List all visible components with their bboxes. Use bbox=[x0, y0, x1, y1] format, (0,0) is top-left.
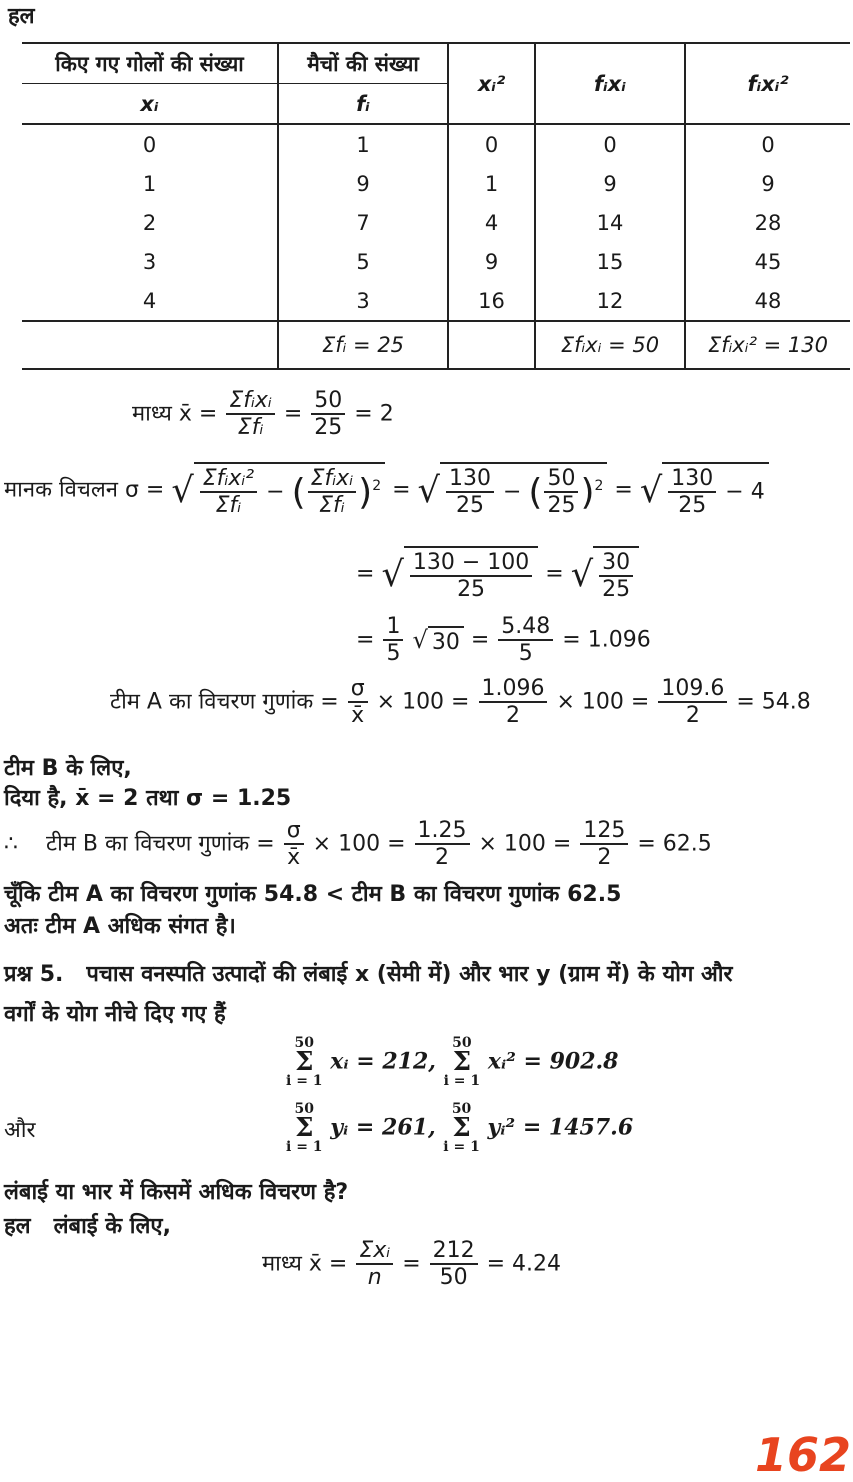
team-b-given: दिया है, x̄ = 2 तथा σ = 1.25 bbox=[4, 786, 292, 811]
header-xi: xᵢ bbox=[22, 84, 278, 125]
cell-xi2: 9 bbox=[448, 242, 535, 281]
team-b-heading: टीम B के लिए, bbox=[4, 756, 132, 781]
sum-fi: Σfᵢ = 25 bbox=[278, 321, 448, 369]
sum-row bbox=[22, 321, 850, 369]
sum-y-equation: 50 Σ i = 1 yᵢ = 261, 50 Σ i = 1 yᵢ² = 1457.6 bbox=[286, 1101, 634, 1156]
cell-fi: 3 bbox=[278, 281, 448, 321]
cell-fixi: 14 bbox=[535, 203, 685, 242]
sd-equation-line2: = √ $\frac{130 - 100}{25}$ = √ $\frac{30}{25}$ bbox=[356, 546, 639, 603]
header-matches: मैचों की संख्या bbox=[278, 43, 448, 84]
cell-xi2: 16 bbox=[448, 281, 535, 321]
cell-xi2: 1 bbox=[448, 164, 535, 203]
table-row bbox=[22, 124, 850, 164]
sum-fixi: Σfᵢxᵢ = 50 bbox=[535, 321, 685, 369]
question-text-line1: प्रश्न 5. पचास वनस्पति उत्पादों की लंबाई x (सेमी में) और भार y (ग्राम में) के योग और bbox=[4, 962, 733, 987]
sqrt: √ $\frac{130}{25}$ − ( $\frac{50}{25}$ )$^2$ bbox=[418, 462, 608, 519]
sqrt: √ $\frac{\text{Σfᵢxᵢ²}}{\text{Σfᵢ}}$ − ( $\frac{\text{Σfᵢxᵢ}}{\text{Σfᵢ}}$ )$^2$ bbox=[171, 462, 385, 519]
solution-heading: हल bbox=[8, 4, 35, 29]
cell-fi: 5 bbox=[278, 242, 448, 281]
header-xi2: xᵢ² bbox=[448, 43, 535, 124]
cell-fixi2: 45 bbox=[754, 249, 782, 274]
cell-fixi: 12 bbox=[535, 281, 685, 321]
cell-xi: 4 bbox=[22, 281, 278, 321]
header-fi: fᵢ bbox=[278, 84, 448, 125]
sqrt: √ $\frac{130}{25}$ − 4 bbox=[640, 462, 769, 519]
header-fixi2: fᵢxᵢ² bbox=[685, 43, 850, 124]
sum-x-equation: 50 Σ i = 1 xᵢ = 212, 50 Σ i = 1 xᵢ² = 902.8 bbox=[286, 1035, 619, 1090]
sqrt: √ 30 bbox=[412, 626, 463, 655]
conclusion-line2: अतः टीम A अधिक संगत है। bbox=[4, 914, 236, 939]
cell-xi: 3 bbox=[22, 242, 278, 281]
question-text-line3: लंबाई या भार में किसमें अधिक विचरण है? bbox=[4, 1180, 349, 1205]
team-b-cv-equation: ∴ टीम B का विचरण गुणांक = $\frac{\sigma}{x̄}$ × 100 = $\frac{1.25}{2}$ × 100 = $\frac{125}{2}$ = 62.5 bbox=[4, 818, 712, 871]
question-text-line2: वर्गों के योग नीचे दिए गए हैं bbox=[4, 1002, 226, 1027]
table-row bbox=[22, 281, 850, 321]
header-fixi: fᵢxᵢ bbox=[535, 43, 685, 124]
table-row bbox=[22, 203, 850, 242]
cell-xi: 1 bbox=[22, 164, 278, 203]
cell-xi: 2 bbox=[22, 203, 278, 242]
sqrt: √ $\frac{30}{25}$ bbox=[571, 546, 639, 603]
cell-fixi: 15 bbox=[535, 242, 685, 281]
cell-fi: 7 bbox=[278, 203, 448, 242]
cell-fixi2: 28 bbox=[754, 210, 782, 235]
team-a-cv-equation: टीम A का विचरण गुणांक = $\frac{\sigma}{x̄}$ × 100 = $\frac{1.096}{2}$ × 100 = $\frac{109.6}{2}$ = 54.8 bbox=[110, 676, 811, 729]
table-row bbox=[22, 242, 850, 281]
sd-equation-line1: मानक विचलन σ = √ $\frac{\text{Σfᵢxᵢ²}}{\text{Σfᵢ}}$ − ( $\frac{\text{Σfᵢxᵢ}}{\text{Σfᵢ}}$ )$^2$ = √ $\frac{130}{25}$ − ( $\frac{50}{25}$ )$^2$ = √ $\frac{130}{25}$ − 4 bbox=[4, 462, 769, 519]
length-mean-equation: माध्य x̄ = $\frac{\text{Σxᵢ}}{n}$ = $\frac{212}{50}$ = 4.24 bbox=[262, 1238, 562, 1291]
cell-fixi2: 48 bbox=[754, 288, 782, 313]
sum-fixi2: Σfᵢxᵢ² = 130 bbox=[685, 321, 850, 369]
cell-fi: 9 bbox=[278, 164, 448, 203]
and-label: और bbox=[4, 1118, 36, 1143]
cell-fi: 1 bbox=[278, 124, 448, 164]
fraction: $\frac{50}{25}$ bbox=[311, 388, 345, 441]
sqrt: √ $\frac{130 - 100}{25}$ bbox=[381, 546, 538, 603]
cell-fixi: 9 bbox=[535, 164, 685, 203]
mean-equation: माध्य x̄ = $\frac{\text{Σfᵢxᵢ}}{\text{Σfᵢ}}$ = $\frac{50}{25}$ = 2 bbox=[132, 388, 394, 441]
cell-xi: 0 bbox=[22, 124, 278, 164]
sd-equation-line3: = $\frac{1}{5}$ √ 30 = $\frac{5.48}{5}$ = 1.096 bbox=[356, 614, 651, 667]
cell-xi2: 0 bbox=[448, 124, 535, 164]
page-number: 162 bbox=[755, 1428, 852, 1482]
solution-line: हल लंबाई के लिए, bbox=[4, 1214, 171, 1239]
frequency-table bbox=[22, 42, 850, 370]
conclusion-line1: चूँकि टीम A का विचरण गुणांक 54.8 < टीम B का विचरण गुणांक 62.5 bbox=[4, 882, 622, 907]
cell-xi2: 4 bbox=[448, 203, 535, 242]
table-row bbox=[22, 164, 850, 203]
header-goals: किए गए गोलों की संख्या bbox=[22, 43, 278, 84]
cell-fixi2: 0 bbox=[761, 132, 775, 157]
cell-fixi2: 9 bbox=[761, 171, 775, 196]
fraction: $\frac{\text{Σfᵢxᵢ}}{\text{Σfᵢ}}$ bbox=[226, 388, 275, 441]
cell-fixi: 0 bbox=[535, 124, 685, 164]
